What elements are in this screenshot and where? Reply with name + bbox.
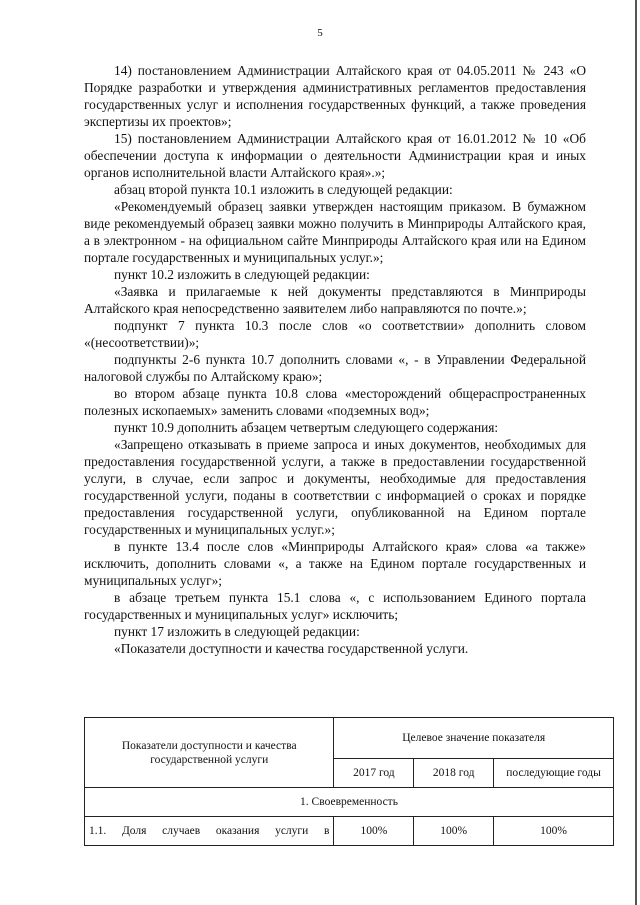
header-target-cell: Целевое значение показателя — [334, 718, 614, 759]
year-cell-2017: 2017 год — [334, 759, 414, 788]
paragraph-quote-10-2: «Заявка и прилагаемые к ней документы представляются в Минприроды Алтайского края непосредственно заявителем либо направляются по почте.»; — [84, 284, 586, 316]
paragraph-amend-13-4: в пункте 13.4 после слов «Минприроды Алтайского края» слова «а также» исключить, дополнить словами «, а также на Едином портале государственных и муниципальных услуг»; — [84, 539, 586, 588]
paragraph-item-15: 15) постановлением Администрации Алтайского края от 16.01.2012 № 10 «Об обеспечении доступа к информации о деятельности Администрации края и иных органов исполнительной власти Алтайского края».»; — [84, 131, 586, 180]
value-cell-2018: 100% — [414, 817, 494, 846]
paragraph-item-14: 14) постановлением Администрации Алтайского края от 04.05.2011 № 243 «О Порядке разработки и утверждения административных регламентов предоставления государственных услуг и исполнения государственных функций, а также проведения экспертизы их проектов»; — [84, 63, 586, 129]
indicators-table — [84, 717, 614, 846]
paragraph-amend-15-1: в абзаце третьем пункта 15.1 слова «, с использованием Единого портала государственных и муниципальных услуг» исключить; — [84, 590, 586, 622]
paragraph-quote-17: «Показатели доступности и качества государственной услуги. — [114, 641, 469, 656]
page-edge-line — [635, 0, 637, 905]
year-cell-2018: 2018 год — [414, 759, 494, 788]
section-title-cell: 1. Своевременность — [85, 788, 614, 817]
paragraph-amend-10-3: подпункт 7 пункта 10.3 после слов «о соответствии» дополнить словом «(несоответствии)»; — [84, 318, 586, 350]
header-indicator-cell: Показатели доступности и качества государственной услуги — [85, 718, 334, 788]
paragraph-amend-10-1: абзац второй пункта 10.1 изложить в следующей редакции: — [114, 182, 453, 197]
table-section-row — [85, 788, 614, 817]
value-cell-2017: 100% — [334, 817, 414, 846]
row-label-cell: 1.1. Доля случаев оказания услуги в — [85, 817, 334, 846]
paragraph-amend-17: пункт 17 изложить в следующей редакции: — [114, 624, 360, 639]
table-header-row — [85, 718, 614, 759]
paragraph-quote-10-9: «Запрещено отказывать в приеме запроса и иных документов, необходимых для предоставления государственной услуги, а также в предоставлении государственной услуги, в случае, если запрос и документы, необходимые для предоставления государственной услуги, поданы в соответствии с информацией о сроках и порядке предоставления государственной услуги, опубликованной на Едином портале государственных и муниципальных услуг.»; — [84, 437, 586, 537]
table-row — [85, 817, 614, 846]
paragraph-quote-10-1: «Рекомендуемый образец заявки утвержден настоящим приказом. В бумажном виде рекомендуемый образец заявки можно получить в Минприроды Алтайского края, а в электронном - на официальном сайте Минприроды Алтайского края или на Едином портале государственных и муниципальных услуг.»; — [84, 199, 586, 265]
value-cell-later: 100% — [494, 817, 614, 846]
paragraph-amend-10-2: пункт 10.2 изложить в следующей редакции: — [114, 267, 370, 282]
document-body — [84, 62, 586, 657]
paragraph-amend-10-7: подпункты 2-6 пункта 10.7 дополнить словами «, - в Управлении Федеральной налоговой службы по Алтайскому краю»; — [84, 352, 586, 384]
paragraph-amend-10-8: во втором абзаце пункта 10.8 слова «месторождений общераспространенных полезных ископаемых» заменить словами «подземных вод»; — [84, 386, 586, 418]
year-cell-later: последующие годы — [494, 759, 614, 788]
page-number: 5 — [317, 27, 323, 39]
paragraph-amend-10-9: пункт 10.9 дополнить абзацем четвертым следующего содержания: — [114, 420, 499, 435]
